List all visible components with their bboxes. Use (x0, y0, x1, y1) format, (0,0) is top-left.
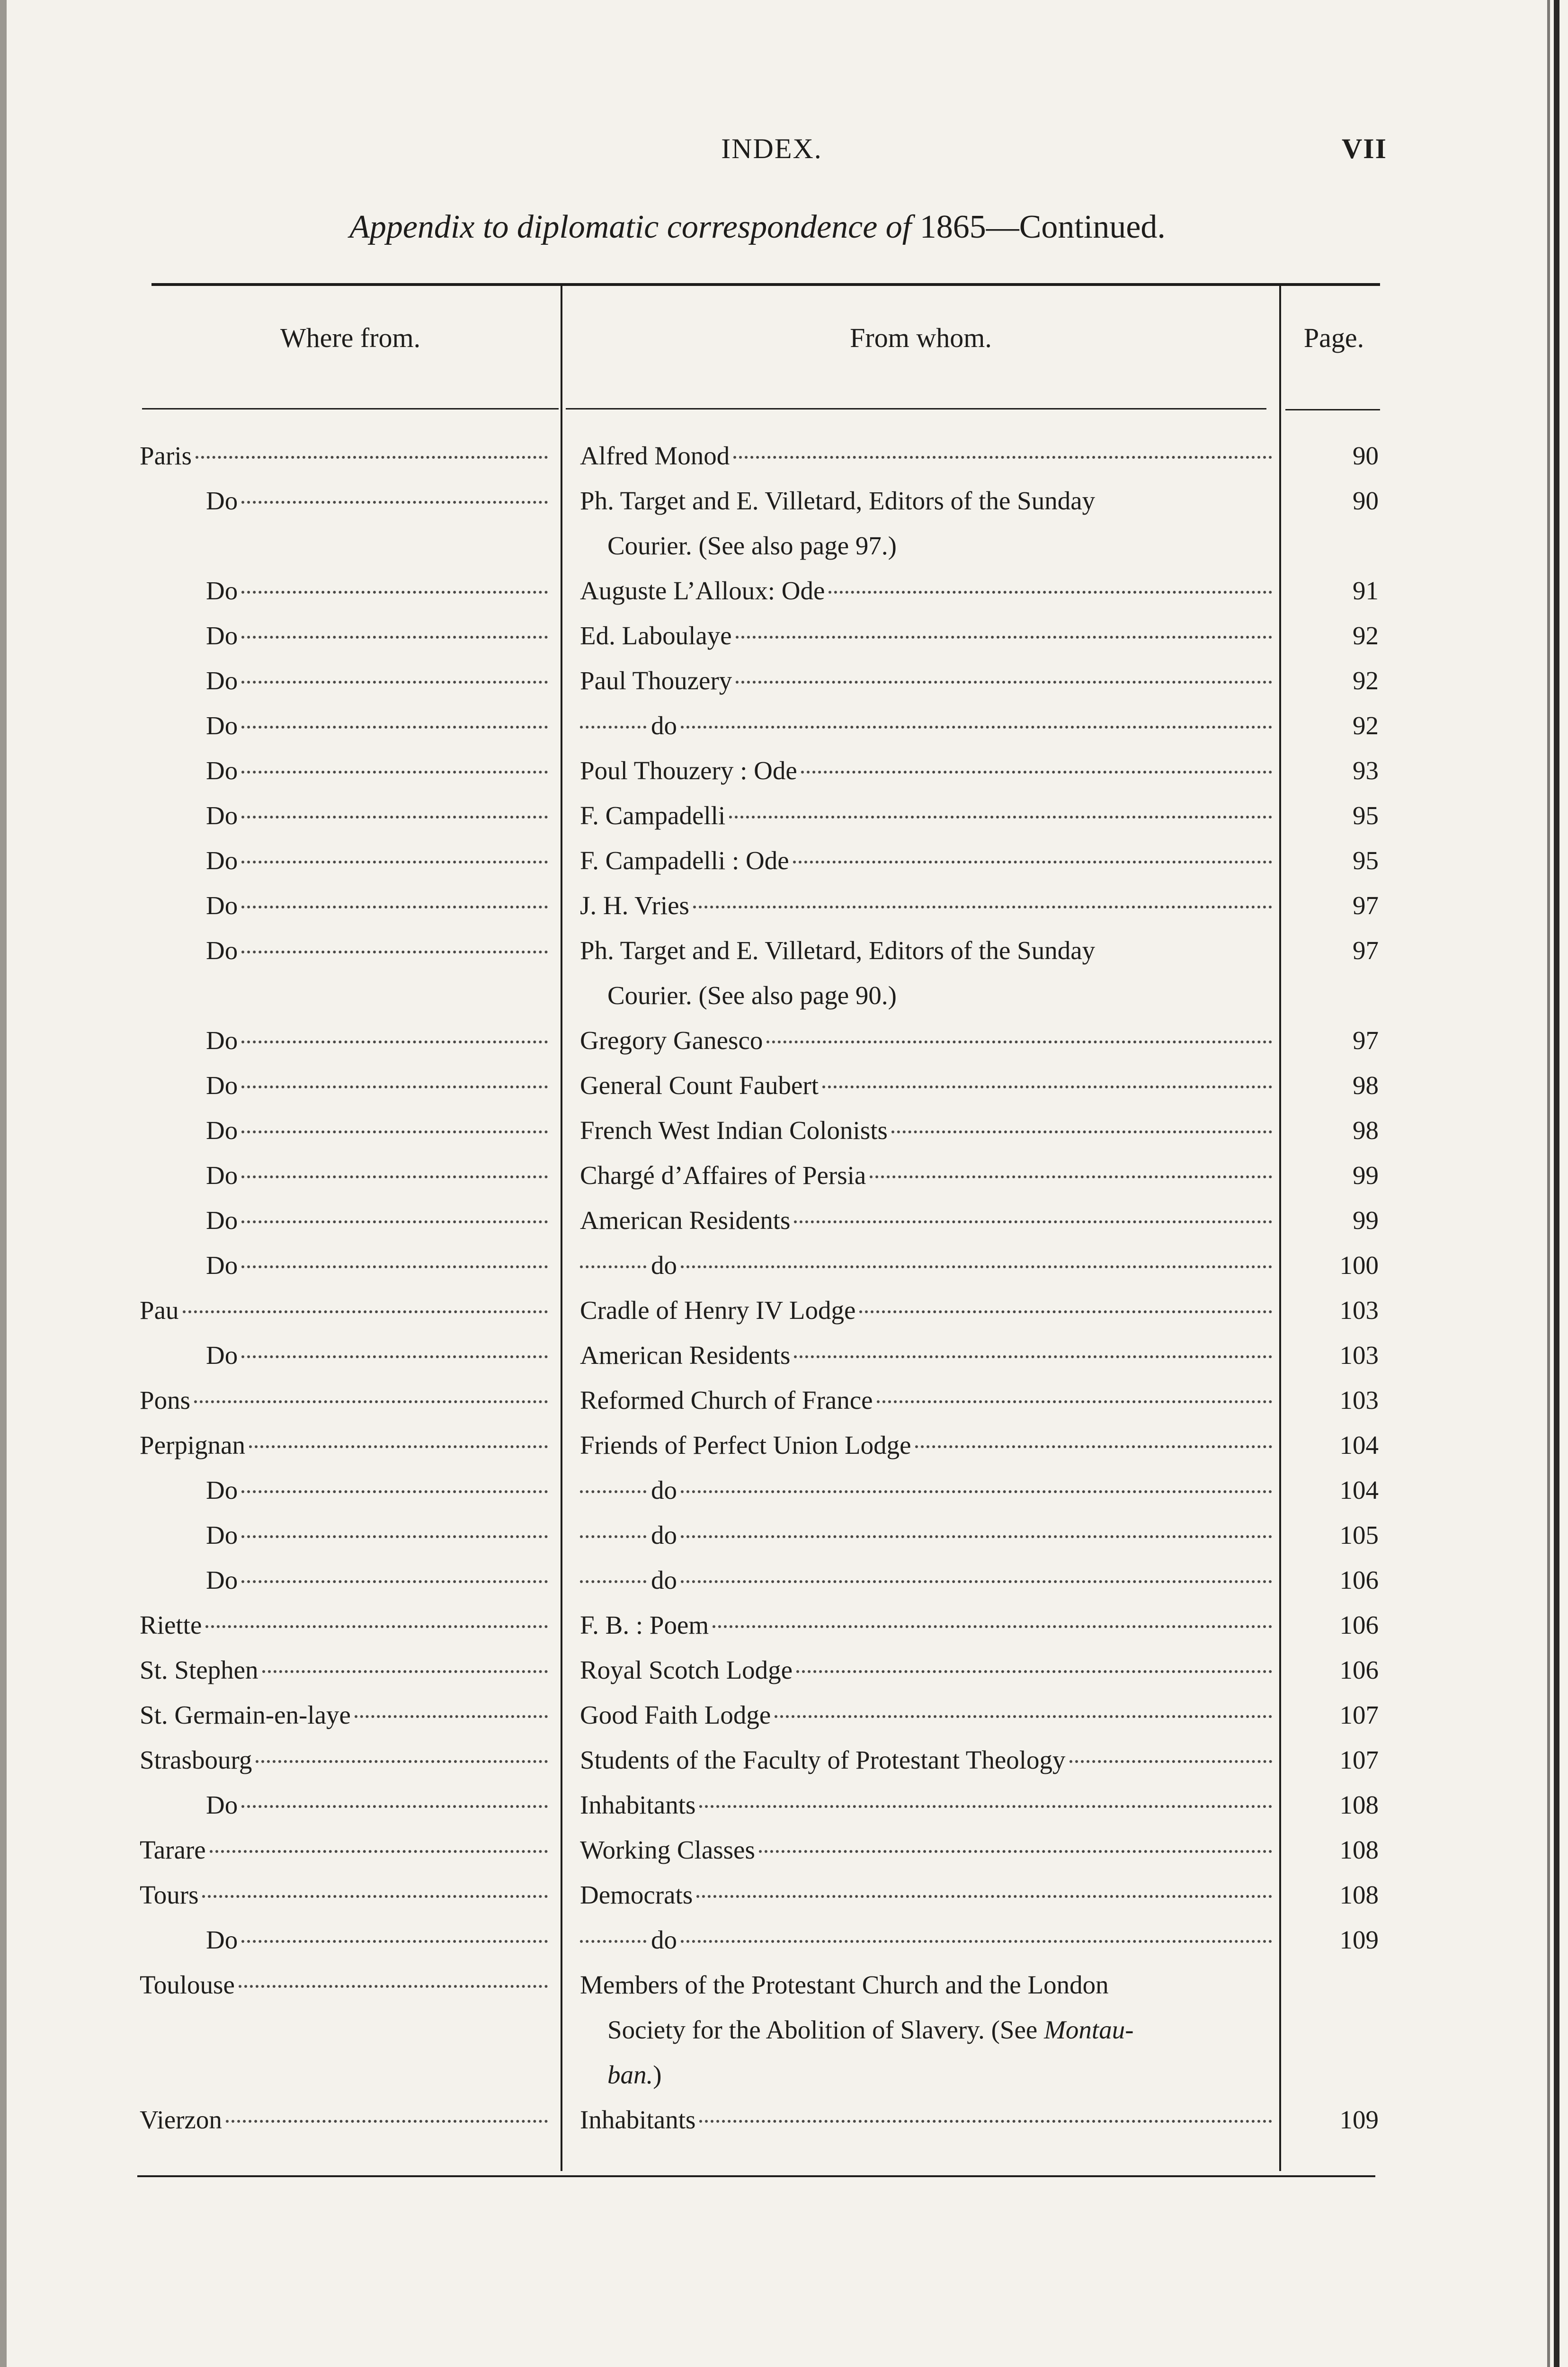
from-whom-cell (580, 748, 1276, 793)
where-from-cell (206, 883, 552, 928)
column-header-whom: From whom. (850, 322, 992, 353)
from-whom-cell (580, 1602, 1276, 1647)
page-number-cell: 90 (1353, 486, 1379, 515)
ditto-leader (580, 1468, 646, 1493)
table-row (0, 1782, 1568, 1827)
from-whom-text: Poul Thouzery : Ode (580, 756, 797, 785)
dot-leader (241, 838, 548, 863)
dot-leader (241, 658, 548, 684)
page-number-cell: 97 (1353, 891, 1379, 920)
dot-leader (681, 703, 1272, 729)
page-number-cell: 92 (1353, 666, 1379, 695)
where-from-cell (140, 1647, 552, 1692)
appendix-title-suffix: —Continued. (986, 209, 1166, 245)
dot-leader (256, 1737, 548, 1763)
ditto-leader (580, 1513, 646, 1538)
table-row (0, 1288, 1568, 1333)
where-from-cell (206, 838, 552, 883)
from-whom-cell (580, 928, 1276, 1018)
where-from-text: Tours (140, 1880, 199, 1909)
where-from-cell (206, 1333, 552, 1378)
header-rule-whom (566, 408, 1266, 409)
from-whom-text: French West Indian Colonists (580, 1116, 888, 1145)
page-number-cell: 91 (1353, 576, 1379, 605)
table-row (0, 1108, 1568, 1153)
from-whom-continuation (580, 2052, 1276, 2097)
dot-leader (249, 1423, 548, 1448)
page-number-cell: 98 (1353, 1116, 1379, 1145)
from-whom-text: do (651, 1925, 677, 1954)
where-from-text: Do (206, 1161, 238, 1190)
page-number-cell: 106 (1339, 1566, 1379, 1594)
where-from-text: Do (206, 576, 238, 605)
from-whom-cell (580, 1872, 1276, 1917)
from-whom-text: F. B. : Poem (580, 1611, 709, 1639)
from-whom-cell (580, 1827, 1276, 1872)
page-number-cell: 105 (1339, 1521, 1379, 1549)
from-whom-text: Alfred Monod (580, 441, 730, 470)
where-from-text: Do (206, 756, 238, 785)
from-whom-text: American Residents (580, 1341, 791, 1370)
table-row (0, 1333, 1568, 1378)
dot-leader (241, 568, 548, 594)
from-whom-cell (580, 703, 1276, 748)
table-row (0, 748, 1568, 793)
page-number-cell: 103 (1339, 1386, 1379, 1415)
dot-leader (262, 1647, 548, 1673)
dot-leader (241, 478, 548, 504)
table-row (0, 793, 1568, 838)
dot-leader (241, 1063, 548, 1088)
dot-leader (241, 1333, 548, 1358)
page-number-cell: 97 (1353, 1026, 1379, 1055)
table-row (0, 703, 1568, 748)
table-row (0, 1468, 1568, 1513)
where-from-text: Do (206, 621, 238, 650)
dot-leader (681, 1468, 1272, 1493)
header-rule-where (142, 408, 559, 409)
where-from-cell (140, 1692, 552, 1737)
dot-leader (241, 613, 548, 639)
dot-leader (241, 1198, 548, 1223)
dot-leader (736, 658, 1272, 684)
where-from-text: Do (206, 1790, 238, 1819)
where-from-text: Do (206, 1566, 238, 1594)
index-table-body (0, 433, 1568, 2142)
dot-leader (877, 1378, 1272, 1403)
column-header-where: Where from. (280, 322, 421, 353)
where-from-text: Perpignan (140, 1431, 246, 1459)
dot-leader (241, 1018, 548, 1043)
table-row (0, 478, 1568, 568)
dot-leader (829, 568, 1272, 594)
table-row (0, 1917, 1568, 1962)
dot-leader (196, 433, 548, 459)
where-from-cell (206, 748, 552, 793)
from-whom-text: F. Campadelli : Ode (580, 846, 789, 875)
dot-leader (1069, 1737, 1272, 1763)
appendix-title-italic: Appendix to diplomatic correspondence of (349, 209, 912, 245)
from-whom-cell (580, 1063, 1276, 1108)
where-from-cell (206, 568, 552, 613)
from-whom-cell (580, 1333, 1276, 1378)
from-whom-cell (580, 613, 1276, 658)
page-number-cell: 109 (1339, 2105, 1379, 2134)
dot-leader (859, 1288, 1272, 1313)
from-whom-text: Auguste L’Alloux: Ode (580, 576, 825, 605)
where-from-cell (140, 1737, 552, 1782)
from-whom-text: do (651, 711, 677, 740)
where-from-cell (140, 1962, 552, 2007)
from-whom-text: Chargé d’Affaires of Persia (580, 1161, 866, 1190)
page-number-cell: 93 (1353, 756, 1379, 785)
from-whom-cell (580, 2097, 1276, 2142)
dot-leader (696, 1872, 1272, 1898)
where-from-cell (206, 1063, 552, 1108)
dot-leader (793, 838, 1272, 863)
from-whom-text: do (651, 1476, 677, 1504)
dot-leader (239, 1962, 548, 1988)
from-whom-text: Students of the Faculty of Protestant Theology (580, 1745, 1066, 1774)
header-rule-page (1285, 409, 1380, 410)
dot-leader (202, 1872, 548, 1898)
from-whom-cell (580, 1692, 1276, 1737)
dot-leader (822, 1063, 1272, 1088)
from-whom-text: Inhabitants (580, 2105, 696, 2134)
dot-leader (241, 1243, 548, 1268)
page-number-cell: 90 (1353, 441, 1379, 470)
dot-leader (733, 433, 1272, 459)
from-whom-continuation (580, 523, 1276, 568)
dot-leader (681, 1557, 1272, 1583)
page-number-cell: 104 (1339, 1431, 1379, 1459)
where-from-cell (140, 1827, 552, 1872)
from-whom-text: American Residents (580, 1206, 791, 1235)
table-row (0, 1692, 1568, 1737)
where-from-cell (206, 1513, 552, 1557)
where-from-cell (206, 478, 552, 523)
dot-leader (241, 793, 548, 819)
page-number-cell: 97 (1353, 936, 1379, 965)
from-whom-text: do (651, 1251, 677, 1280)
where-from-cell (206, 793, 552, 838)
dot-leader (355, 1692, 548, 1718)
where-from-text: Vierzon (140, 2105, 222, 2134)
from-whom-cell (580, 793, 1276, 838)
dot-leader (681, 1513, 1272, 1538)
from-whom-cell (580, 1513, 1276, 1557)
dot-leader (736, 613, 1272, 639)
page-number-cell: 98 (1353, 1071, 1379, 1100)
from-whom-cell (580, 1288, 1276, 1333)
page-number-cell: 109 (1339, 1925, 1379, 1954)
ditto-leader (580, 1917, 646, 1943)
where-from-text: Do (206, 1521, 238, 1549)
table-row (0, 1198, 1568, 1243)
where-from-text: Do (206, 486, 238, 515)
dot-leader (241, 1513, 548, 1538)
table-row (0, 568, 1568, 613)
table-row (0, 1602, 1568, 1647)
dot-leader (729, 793, 1272, 819)
where-from-text: Strasbourg (140, 1745, 252, 1774)
where-from-cell (140, 1378, 552, 1423)
from-whom-text: Democrats (580, 1880, 693, 1909)
table-row (0, 433, 1568, 478)
from-whom-cell (580, 658, 1276, 703)
where-from-cell (206, 1557, 552, 1602)
table-row (0, 1063, 1568, 1108)
table-row (0, 1872, 1568, 1917)
table-row (0, 1827, 1568, 1872)
table-row (0, 1737, 1568, 1782)
from-whom-continuation (580, 2007, 1276, 2052)
ditto-leader (580, 703, 646, 729)
dot-leader (775, 1692, 1272, 1718)
table-row (0, 1378, 1568, 1423)
page-number-cell: 92 (1353, 711, 1379, 740)
from-whom-cell (580, 1423, 1276, 1468)
ditto-leader (580, 1243, 646, 1268)
where-from-cell (140, 2097, 552, 2142)
page-number-cell: 108 (1339, 1835, 1379, 1864)
dot-leader (713, 1602, 1272, 1628)
ditto-leader (580, 1557, 646, 1583)
from-whom-text: Ph. Target and E. Villetard, Editors of the Sunday (580, 486, 1096, 515)
table-row (0, 1647, 1568, 1692)
where-from-cell (140, 433, 552, 478)
table-row (0, 1018, 1568, 1063)
page-number-cell: 108 (1339, 1790, 1379, 1819)
dot-leader (241, 703, 548, 729)
dot-leader (693, 883, 1272, 908)
where-from-cell (206, 703, 552, 748)
table-bottom-rule (137, 2175, 1375, 2177)
from-whom-cell (580, 838, 1276, 883)
appendix-title-year: 1865 (919, 209, 986, 245)
page-number-cell: 103 (1339, 1296, 1379, 1325)
from-whom-text: do (651, 1566, 677, 1594)
table-row (0, 838, 1568, 883)
dot-leader (241, 1557, 548, 1583)
from-whom-cell (580, 1962, 1276, 2097)
page-number: VII (1341, 133, 1387, 164)
appendix-title (142, 208, 1373, 256)
where-from-text: Do (206, 1925, 238, 1954)
where-from-text: Do (206, 846, 238, 875)
where-from-cell (206, 1198, 552, 1243)
from-whom-cell (580, 1018, 1276, 1063)
where-from-cell (206, 1468, 552, 1513)
from-whom-cell (580, 1557, 1276, 1602)
from-whom-text: Reformed Church of France (580, 1386, 873, 1415)
from-whom-italic: ban. (607, 2060, 653, 2089)
dot-leader (794, 1198, 1272, 1223)
table-row (0, 658, 1568, 703)
from-whom-text: Paul Thouzery (580, 666, 732, 695)
page-number-cell: 95 (1353, 801, 1379, 830)
dot-leader (796, 1647, 1272, 1673)
from-whom-text: General Count Faubert (580, 1071, 819, 1100)
from-whom-text: Royal Scotch Lodge (580, 1655, 793, 1684)
dot-leader (681, 1917, 1272, 1943)
where-from-text: Do (206, 1206, 238, 1235)
from-whom-cell (580, 568, 1276, 613)
from-whom-cell (580, 1782, 1276, 1827)
where-from-text: Do (206, 801, 238, 830)
table-row (0, 613, 1568, 658)
dot-leader (241, 928, 548, 953)
dot-leader (241, 1108, 548, 1133)
from-whom-text: do (651, 1521, 677, 1549)
table-top-rule (151, 283, 1380, 286)
page-number-cell: 100 (1339, 1251, 1379, 1280)
from-whom-cell (580, 1198, 1276, 1243)
where-from-cell (140, 1423, 552, 1468)
from-whom-continuation (580, 973, 1276, 1018)
from-whom-text: Cradle of Henry IV Lodge (580, 1296, 856, 1325)
from-whom-text: J. H. Vries (580, 891, 689, 920)
from-whom-text: Ph. Target and E. Villetard, Editors of the Sunday (580, 936, 1096, 965)
where-from-text: Pau (140, 1296, 179, 1325)
page-number-cell: 107 (1339, 1700, 1379, 1729)
where-from-cell (206, 658, 552, 703)
page-number-cell: 92 (1353, 621, 1379, 650)
from-whom-cell (580, 1737, 1276, 1782)
dot-leader (801, 748, 1272, 774)
dot-leader (241, 883, 548, 908)
from-whom-cell (580, 1243, 1276, 1288)
from-whom-cell (580, 1378, 1276, 1423)
table-row (0, 928, 1568, 1018)
from-whom-cell (580, 1153, 1276, 1198)
table-row (0, 1153, 1568, 1198)
table-row (0, 2097, 1568, 2142)
dot-leader (183, 1288, 548, 1313)
from-whom-text: Friends of Perfect Union Lodge (580, 1431, 911, 1459)
page-number-cell: 99 (1353, 1206, 1379, 1235)
from-whom-cell (580, 478, 1276, 568)
where-from-cell (206, 1782, 552, 1827)
from-whom-text-line2: Courier. (See also page 90.) (607, 981, 897, 1010)
page-number-cell: 106 (1339, 1611, 1379, 1639)
from-whom-cell (580, 1468, 1276, 1513)
from-whom-text-line2: Courier. (See also page 97.) (607, 531, 897, 560)
where-from-cell (206, 928, 552, 973)
page-number-cell: 106 (1339, 1655, 1379, 1684)
dot-leader (794, 1333, 1272, 1358)
dot-leader (891, 1108, 1272, 1133)
where-from-text: Do (206, 1341, 238, 1370)
where-from-cell (206, 1018, 552, 1063)
where-from-text: St. Germain-en-laye (140, 1700, 351, 1729)
where-from-cell (206, 613, 552, 658)
where-from-text: Do (206, 711, 238, 740)
column-header-page: Page. (1303, 322, 1364, 353)
from-whom-text-line3: ) (653, 2060, 662, 2089)
table-row (0, 1513, 1568, 1557)
where-from-cell (206, 1243, 552, 1288)
dot-leader (241, 1782, 548, 1808)
where-from-text: Paris (140, 441, 192, 470)
from-whom-text: Members of the Protestant Church and the London (580, 1970, 1109, 1999)
from-whom-text: Ed. Laboulaye (580, 621, 732, 650)
page-number-cell: 104 (1339, 1476, 1379, 1504)
where-from-text: Do (206, 1116, 238, 1145)
from-whom-cell (580, 1647, 1276, 1692)
where-from-text: Do (206, 666, 238, 695)
running-title: INDEX. (721, 133, 822, 164)
where-from-text: Tarare (140, 1835, 206, 1864)
table-row (0, 1557, 1568, 1602)
from-whom-cell (580, 433, 1276, 478)
from-whom-text: Working Classes (580, 1835, 755, 1864)
where-from-text: Toulouse (140, 1970, 235, 1999)
where-from-text: Riette (140, 1611, 202, 1639)
where-from-cell (206, 1917, 552, 1962)
dot-leader (205, 1602, 548, 1628)
dot-leader (226, 2097, 548, 2123)
table-row (0, 883, 1568, 928)
dot-leader (870, 1153, 1272, 1178)
from-whom-cell (580, 1917, 1276, 1962)
from-whom-cell (580, 1108, 1276, 1153)
where-from-text: Do (206, 1476, 238, 1504)
dot-leader (759, 1827, 1272, 1853)
where-from-text: Do (206, 1251, 238, 1280)
from-whom-italic: Montau- (1044, 2015, 1134, 2044)
from-whom-cell (580, 883, 1276, 928)
dot-leader (241, 1468, 548, 1493)
page-number-cell: 107 (1339, 1745, 1379, 1774)
page-number-cell: 99 (1353, 1161, 1379, 1190)
from-whom-text: Inhabitants (580, 1790, 696, 1819)
where-from-text: Pons (140, 1386, 190, 1415)
where-from-cell (140, 1872, 552, 1917)
dot-leader (241, 748, 548, 774)
page-number-cell: 108 (1339, 1880, 1379, 1909)
dot-leader (241, 1153, 548, 1178)
where-from-cell (140, 1602, 552, 1647)
where-from-text: Do (206, 891, 238, 920)
table-row (0, 1423, 1568, 1468)
dot-leader (210, 1827, 548, 1853)
where-from-text: Do (206, 1071, 238, 1100)
from-whom-text-line2: Society for the Abolition of Slavery. (See (607, 2015, 1038, 2044)
from-whom-text: Good Faith Lodge (580, 1700, 771, 1729)
from-whom-text: Gregory Ganesco (580, 1026, 763, 1055)
where-from-text: Do (206, 936, 238, 965)
table-row (0, 1962, 1568, 2097)
where-from-cell (206, 1108, 552, 1153)
dot-leader (915, 1423, 1272, 1448)
where-from-text: Do (206, 1026, 238, 1055)
dot-leader (241, 1917, 548, 1943)
dot-leader (681, 1243, 1272, 1268)
from-whom-text: F. Campadelli (580, 801, 726, 830)
page-number-cell: 95 (1353, 846, 1379, 875)
where-from-text: St. Stephen (140, 1655, 258, 1684)
dot-leader (194, 1378, 548, 1403)
dot-leader (699, 2097, 1272, 2123)
dot-leader (699, 1782, 1272, 1808)
dot-leader (766, 1018, 1272, 1043)
where-from-cell (140, 1288, 552, 1333)
page-number-cell: 103 (1339, 1341, 1379, 1370)
table-row (0, 1243, 1568, 1288)
where-from-cell (206, 1153, 552, 1198)
